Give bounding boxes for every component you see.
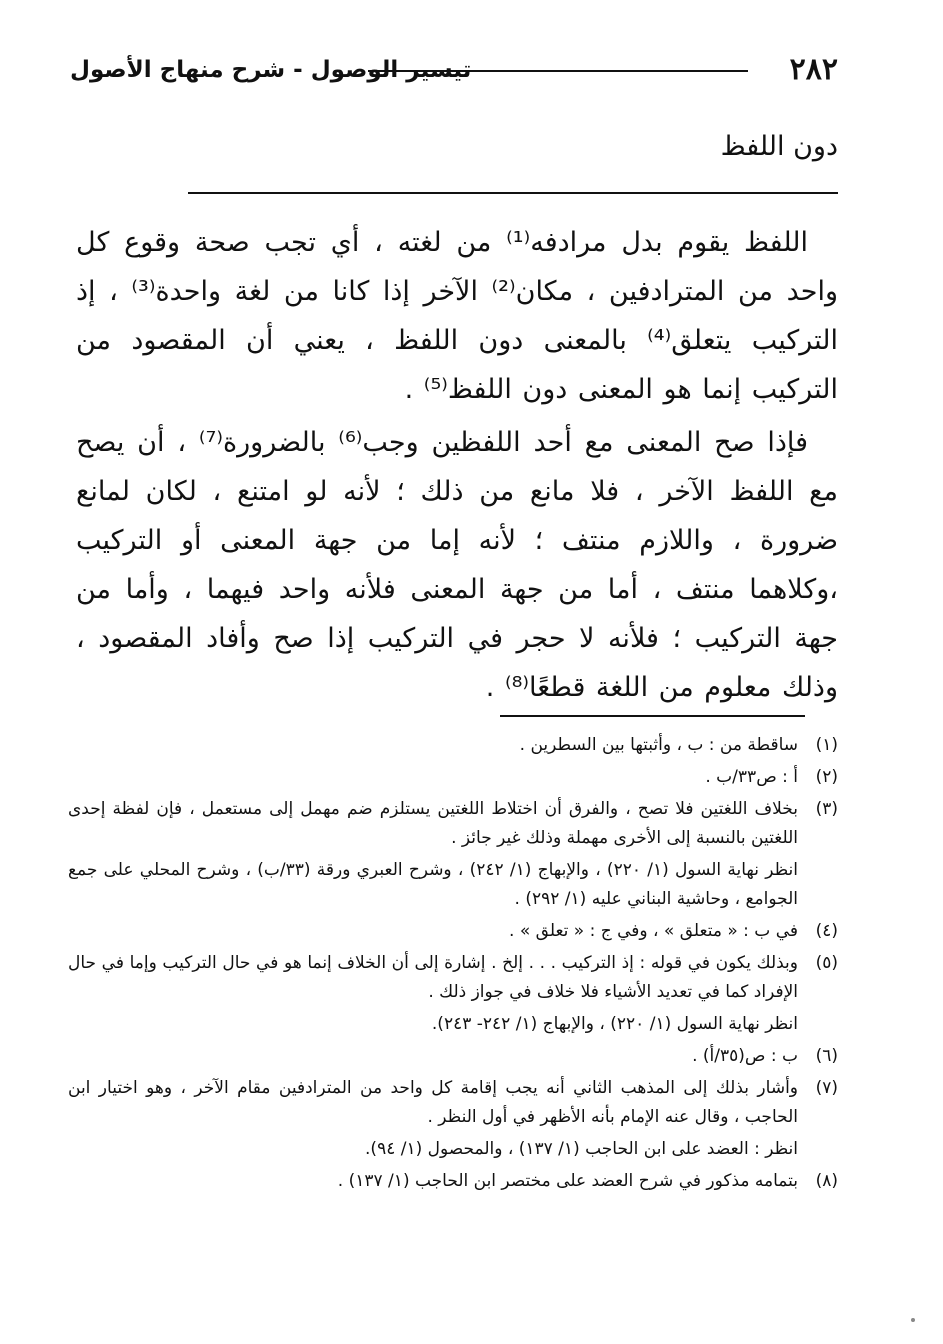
paragraph-2: [76, 418, 838, 712]
footnote-text: وأشار بذلك إلى المذهب الثاني أنه يجب إقامة كل واحد من المترادفين مقام الآخر ، وهو اختيار ابن الحاجب ، وقال عنه الإمام بأنه الأظهر في أول النظر .: [68, 1078, 798, 1127]
footnote-7-reference: انظر : العضد على ابن الحاجب (١/ ١٣٧) ، والمحصول (١/ ٩٤).: [365, 1139, 798, 1159]
footnote-6: [68, 1042, 838, 1071]
section-rule: [188, 192, 838, 194]
footnote-4: [68, 917, 838, 946]
footnote-text: في ب : « متعلق » ، وفي ج : « تعلق » .: [509, 921, 798, 941]
footnote-number: (٢): [815, 767, 838, 787]
footnote-5-reference: انظر نهاية السول (١/ ٢٢٠) ، والإبهاج (١/ ٢٤٢- ٢٤٣).: [431, 1014, 798, 1034]
footnote-number: (٥): [815, 953, 838, 973]
footnote-text: وبذلك يكون في قوله : إذ التركيب . . . إلخ . إشارة إلى أن الخلاف إنما هو في حال التركيب وإما في حال الإفراد كما في تعديد الأشياء فلا خلاف في جواز ذلك .: [68, 953, 798, 1002]
paragraph-text: اللفظ يقوم بدل مرادفه⁽¹⁾ من لغته ، أي تجب صحة وقوع كل واحد من المترادفين ، مكان⁽²⁾ الآخر إذا كانا من لغة واحدة⁽³⁾ ، إذ التركيب يتعلق⁽⁴⁾ بالمعنى دون اللفظ ، يعني أن المقصود من التركيب إنما هو المعنى دون اللفظ⁽⁵⁾ .: [76, 227, 838, 405]
footnote-2: [68, 763, 838, 792]
footnote-text: أ : ص٣٣/ب .: [705, 767, 798, 787]
footnotes: [68, 731, 838, 1199]
continuation-fragment: دون اللفظ: [720, 131, 838, 162]
page-number: ٢٨٢: [789, 52, 838, 87]
footnote-number: (٤): [815, 921, 838, 941]
footnote-3-reference: انظر نهاية السول (١/ ٢٢٠) ، والإبهاج (١/ ٢٤٢) ، وشرح العبري ورقة (٣٣/ب) ، وشرح المحلي على جمع الجوامع ، وحاشية البناني عليه (١/ ٢٩٢) .: [68, 860, 798, 909]
scan-speck: [911, 1318, 915, 1322]
footnote-number: (٧): [815, 1078, 838, 1098]
paragraph-1: [76, 218, 838, 414]
footnote-text: ساقطة من : ب ، وأثبتها بين السطرين .: [519, 735, 798, 755]
footnote-3: [68, 795, 838, 853]
footnote-text: بتمامه مذكور في شرح العضد على مختصر ابن الحاجب (١/ ١٣٧) .: [337, 1171, 798, 1191]
footnote-number: (٦): [815, 1046, 838, 1066]
footnote-text: ب : ص(٣٥/أ) .: [692, 1046, 798, 1066]
footnote-5: [68, 949, 838, 1007]
footnote-text: بخلاف اللغتين فلا تصح ، والفرق أن اختلاط اللغتين يستلزم ضم مهمل إلى مستعمل ، فإن لفظة إحدى اللغتين بالنسبة إلى الأخرى مهملة وذلك غير جائز .: [68, 799, 798, 848]
footnote-8: [68, 1167, 838, 1196]
footnote-number: (٨): [815, 1171, 838, 1191]
footnote-7: [68, 1074, 838, 1132]
footnote-rule: [500, 715, 805, 717]
footnote-number: (١): [815, 735, 838, 755]
footnote-1: [68, 731, 838, 760]
page-header: [70, 50, 838, 90]
running-title: تيسير الوصول - شرح منهاج الأصول: [70, 57, 472, 83]
footnote-number: (٣): [815, 799, 838, 819]
paragraph-text: فإذا صح المعنى مع أحد اللفظين وجب⁽⁶⁾ بالضرورة⁽⁷⁾ ، أن يصح مع اللفظ الآخر ، فلا مانع من ذلك ؛ لأنه لو امتنع ، لكان لمانع ضرورة ، واللازم منتف ؛ لأنه إما من جهة المعنى أو التركيب ،وكلاهما منتف ، أما من جهة المعنى فلأنه واحد فيهما ، وأما من جهة التركيب ؛ فلأنه لا حجر في التركيب إذا صح وأفاد المقصود ، وذلك معلوم من اللغة قطعًا⁽⁸⁾ .: [76, 427, 838, 703]
